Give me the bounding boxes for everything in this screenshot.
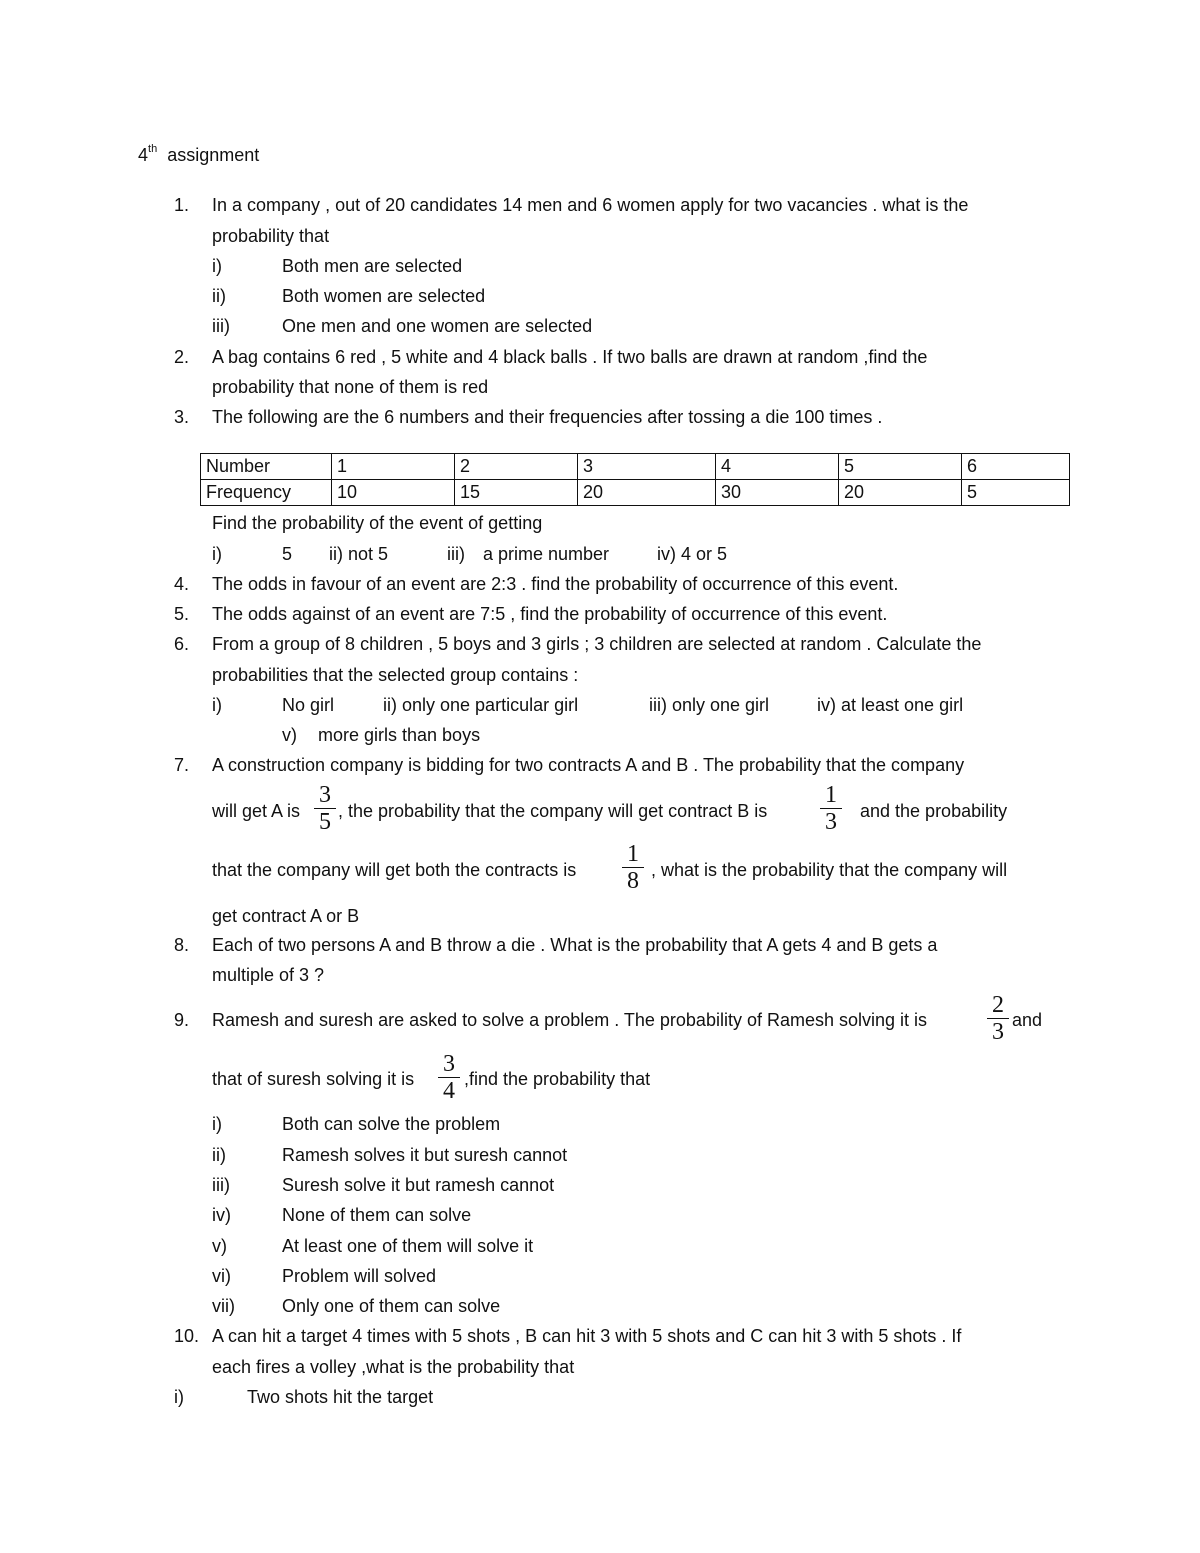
- q4-text: The odds in favour of an event are 2:3 . find the probability of occurrence of this event.: [212, 574, 899, 594]
- fraction-denominator: 3: [992, 1019, 1004, 1045]
- q1-line1: In a company , out of 20 candidates 14 men and 6 women apply for two vacancies . what is the: [212, 195, 969, 215]
- fraction-denominator: 4: [443, 1078, 455, 1104]
- q6-part: No girl: [282, 695, 335, 715]
- table-cell: 15: [455, 480, 578, 506]
- q10-sub-text: Two shots hit the target: [247, 1387, 434, 1407]
- q1-line2: probability that: [212, 226, 330, 246]
- q9-sub-label: ii): [212, 1145, 226, 1165]
- q7-line1: A construction company is bidding for two contracts A and B . The probability that the company: [212, 755, 965, 775]
- q3-part: iv) 4 or 5: [657, 544, 728, 564]
- q3-part-label: iii): [447, 544, 465, 564]
- q9-sub-text: Only one of them can solve: [282, 1296, 501, 1316]
- q1-sub-label: ii): [212, 286, 226, 306]
- table-cell: 1: [332, 454, 455, 480]
- q9-line1-b: and: [1012, 1010, 1043, 1030]
- fraction-numerator: 1: [627, 841, 639, 867]
- q6-number: 6.: [174, 634, 190, 654]
- q9-sub-label: vii): [212, 1296, 235, 1316]
- q3-after: Find the probability of the event of getting: [212, 513, 543, 533]
- table-cell: 20: [839, 480, 962, 506]
- q10-sub-label: i): [174, 1387, 184, 1407]
- q9-sub-text: At least one of them will solve it: [282, 1236, 534, 1256]
- q6-part: more girls than boys: [318, 725, 481, 745]
- q1-sub-text: One men and one women are selected: [282, 316, 593, 336]
- q10-line1: A can hit a target 4 times with 5 shots , B can hit 3 with 5 shots and C can hit 3 with 5 shots . If: [212, 1326, 962, 1346]
- fraction: [622, 842, 644, 893]
- table-row: [201, 454, 1070, 480]
- q7-number: 7.: [174, 755, 190, 775]
- q9-sub-label: iv): [212, 1205, 231, 1225]
- q9-sub-label: v): [212, 1236, 227, 1256]
- q7-line4: get contract A or B: [212, 906, 360, 926]
- fraction-denominator: 5: [319, 809, 331, 835]
- q9-sub-label: vi): [212, 1266, 231, 1286]
- table-cell: Frequency: [201, 480, 332, 506]
- fraction: [820, 783, 842, 834]
- q1-sub-text: Both men are selected: [282, 256, 463, 276]
- q6-line2: probabilities that the selected group contains :: [212, 665, 579, 685]
- fraction: [987, 993, 1009, 1044]
- q2-line1: A bag contains 6 red , 5 white and 4 black balls . If two balls are drawn at random ,find the: [212, 347, 928, 367]
- table-cell: 5: [839, 454, 962, 480]
- q3-part: ii) not 5: [329, 544, 389, 564]
- q6-line1: From a group of 8 children , 5 boys and 3 girls ; 3 children are selected at random . Calculate the: [212, 634, 982, 654]
- q10-number: 10.: [174, 1326, 200, 1346]
- q3-part-label: i): [212, 544, 222, 564]
- table-cell: Number: [201, 454, 332, 480]
- q5-text: The odds against of an event are 7:5 , find the probability of occurrence of this event.: [212, 604, 888, 624]
- frequency-table: [200, 453, 1070, 506]
- q7-line3-a: that the company will get both the contracts is: [212, 860, 577, 880]
- q6-part-label: i): [212, 695, 222, 715]
- q2-line2: probability that none of them is red: [212, 377, 489, 397]
- q6-part: ii) only one particular girl: [383, 695, 579, 715]
- q6-part: iii) only one girl: [649, 695, 770, 715]
- fraction-numerator: 3: [319, 782, 331, 808]
- table-cell: 10: [332, 480, 455, 506]
- q6-part: iv) at least one girl: [817, 695, 964, 715]
- q7-line2-c: and the probability: [860, 801, 1008, 821]
- q1-number: 1.: [174, 195, 190, 215]
- q3-part: a prime number: [483, 544, 610, 564]
- q4-number: 4.: [174, 574, 190, 594]
- q8-number: 8.: [174, 935, 190, 955]
- q9-sub-label: iii): [212, 1175, 230, 1195]
- fraction: [438, 1052, 460, 1103]
- table-row: [201, 480, 1070, 506]
- table-cell: 2: [455, 454, 578, 480]
- q9-line2-a: that of suresh solving it is: [212, 1069, 415, 1089]
- q3-line1: The following are the 6 numbers and their frequencies after tossing a die 100 times .: [212, 407, 883, 427]
- q1-sub-label: iii): [212, 316, 230, 336]
- q9-line2-b: ,find the probability that: [464, 1069, 651, 1089]
- page-title: 4th assignment: [138, 143, 260, 165]
- fraction-numerator: 3: [443, 1051, 455, 1077]
- q7-line3-b: , what is the probability that the company will: [651, 860, 1008, 880]
- q1-sub-text: Both women are selected: [282, 286, 486, 306]
- q10-line2: each fires a volley ,what is the probability that: [212, 1357, 575, 1377]
- table-cell: 20: [578, 480, 716, 506]
- table-cell: 3: [578, 454, 716, 480]
- q9-sub-text: None of them can solve: [282, 1205, 472, 1225]
- q8-line1: Each of two persons A and B throw a die . What is the probability that A gets 4 and B gets a: [212, 935, 938, 955]
- q9-sub-text: Suresh solve it but ramesh cannot: [282, 1175, 555, 1195]
- fraction-denominator: 8: [627, 868, 639, 894]
- q9-sub-text: Problem will solved: [282, 1266, 437, 1286]
- table-cell: 6: [962, 454, 1070, 480]
- fraction: [314, 783, 336, 834]
- q9-number: 9.: [174, 1010, 190, 1030]
- fraction-numerator: 2: [992, 992, 1004, 1018]
- q2-number: 2.: [174, 347, 190, 367]
- q8-line2: multiple of 3 ?: [212, 965, 325, 985]
- q3-part: 5: [282, 544, 293, 564]
- fraction-denominator: 3: [825, 809, 837, 835]
- table-cell: 5: [962, 480, 1070, 506]
- q9-sub-text: Ramesh solves it but suresh cannot: [282, 1145, 568, 1165]
- q7-line2-a: will get A is: [212, 801, 301, 821]
- q1-sub-label: i): [212, 256, 222, 276]
- q5-number: 5.: [174, 604, 190, 624]
- table-cell: 4: [716, 454, 839, 480]
- q9-sub-label: i): [212, 1114, 222, 1134]
- q6-part-label: v): [282, 725, 297, 745]
- fraction-numerator: 1: [825, 782, 837, 808]
- q9-line1-a: Ramesh and suresh are asked to solve a problem . The probability of Ramesh solving it is: [212, 1010, 928, 1030]
- q9-sub-text: Both can solve the problem: [282, 1114, 501, 1134]
- table-cell: 30: [716, 480, 839, 506]
- q3-number: 3.: [174, 407, 190, 427]
- q7-line2-b: , the probability that the company will get contract B is: [338, 801, 768, 821]
